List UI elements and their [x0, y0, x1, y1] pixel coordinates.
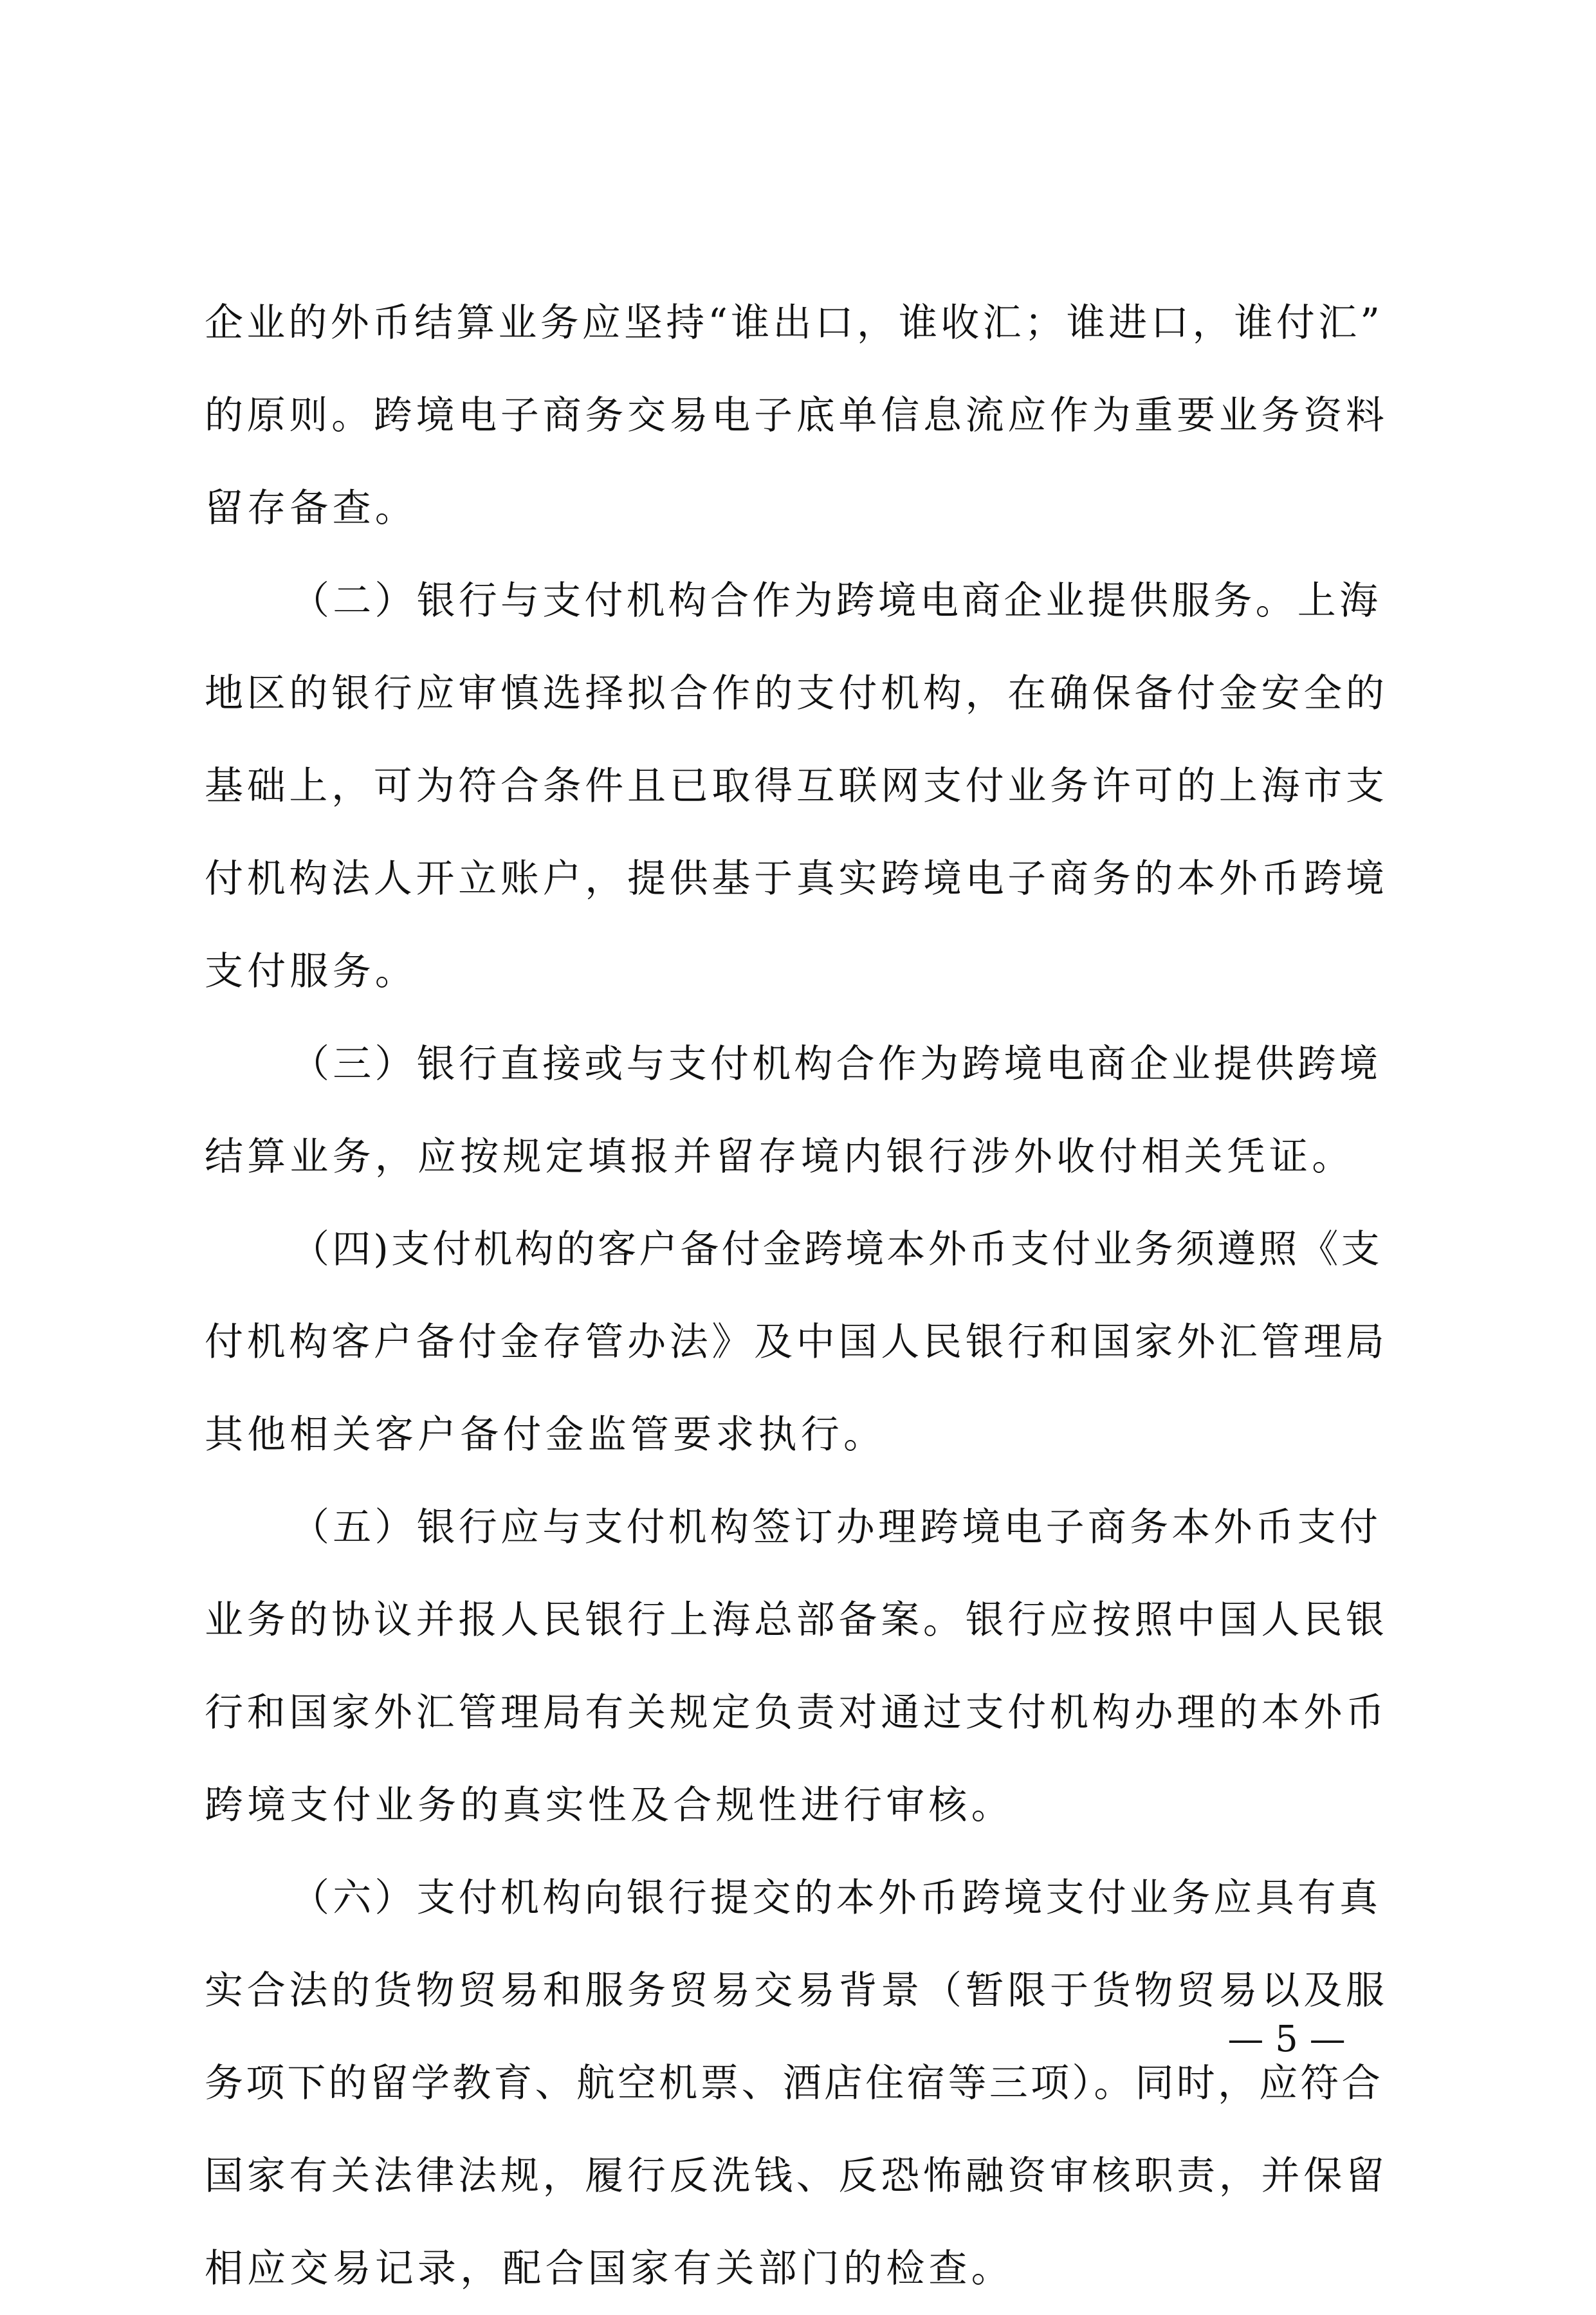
paragraph-line: 付机构法人开立账户，提供基于真实跨境电子商务的本外币跨境: [205, 856, 1388, 901]
paragraph-first-line: （六）支付机构向银行提交的本外币跨境支付业务应具有真: [291, 1876, 1382, 1921]
page-number: — 5 —: [1227, 2018, 1346, 2060]
paragraph-first-line: （二）银行与支付机构合作为跨境电商企业提供服务。上海: [291, 578, 1382, 623]
paragraph-line: 实合法的货物贸易和服务贸易交易背景（暂限于货物贸易以及服: [205, 1968, 1388, 2013]
paragraph-line: 地区的银行应审慎选择拟合作的支付机构，在确保备付金安全的: [205, 671, 1388, 716]
paragraph-line: 行和国家外汇管理局有关规定负责对通过支付机构办理的本外币: [205, 1690, 1388, 1735]
paragraph-line: 支付服务。: [205, 949, 417, 994]
paragraph-line: 业务的协议并报人民银行上海总部备案。银行应按照中国人民银: [205, 1598, 1388, 1643]
paragraph-line: 付机构客户备付金存管办法》及中国人民银行和国家外汇管理局: [205, 1320, 1388, 1365]
document-body: [205, 277, 1388, 2315]
paragraph-first-line: （五）银行应与支付机构签订办理跨境电子商务本外币支付: [291, 1505, 1382, 1550]
paragraph-first-line: （三）银行直接或与支付机构合作为跨境电商企业提供跨境: [291, 1042, 1382, 1087]
paragraph-line: 的原则。跨境电子商务交易电子底单信息流应作为重要业务资料: [205, 393, 1388, 438]
paragraph-line: 企业的外币结算业务应坚持“谁出口，谁收汇；谁进口，谁付汇”: [205, 300, 1384, 346]
paragraph-line: 结算业务，应按规定填报并留存境内银行涉外收付相关凭证。: [205, 1134, 1355, 1179]
paragraph-line: 跨境支付业务的真实性及合规性进行审核。: [205, 1783, 1014, 1828]
paragraph-line: 留存备查。: [205, 486, 417, 531]
paragraph-first-line: （四)支付机构的客户备付金跨境本外币支付业务须遵照《支: [291, 1227, 1382, 1272]
paragraph-line: 务项下的留学教育、航空机票、酒店住宿等三项）。同时，应符合: [205, 2061, 1383, 2106]
paragraph-line: 基础上，可为符合条件且已取得互联网支付业务许可的上海市支: [205, 764, 1388, 809]
paragraph-line: 其他相关客户备付金监管要求执行。: [205, 1412, 886, 1457]
paragraph-line: 国家有关法律法规，履行反洗钱、反恐怖融资审核职责，并保留: [205, 2154, 1388, 2199]
paragraph-line: 相应交易记录，配合国家有关部门的检查。: [205, 2246, 1014, 2291]
